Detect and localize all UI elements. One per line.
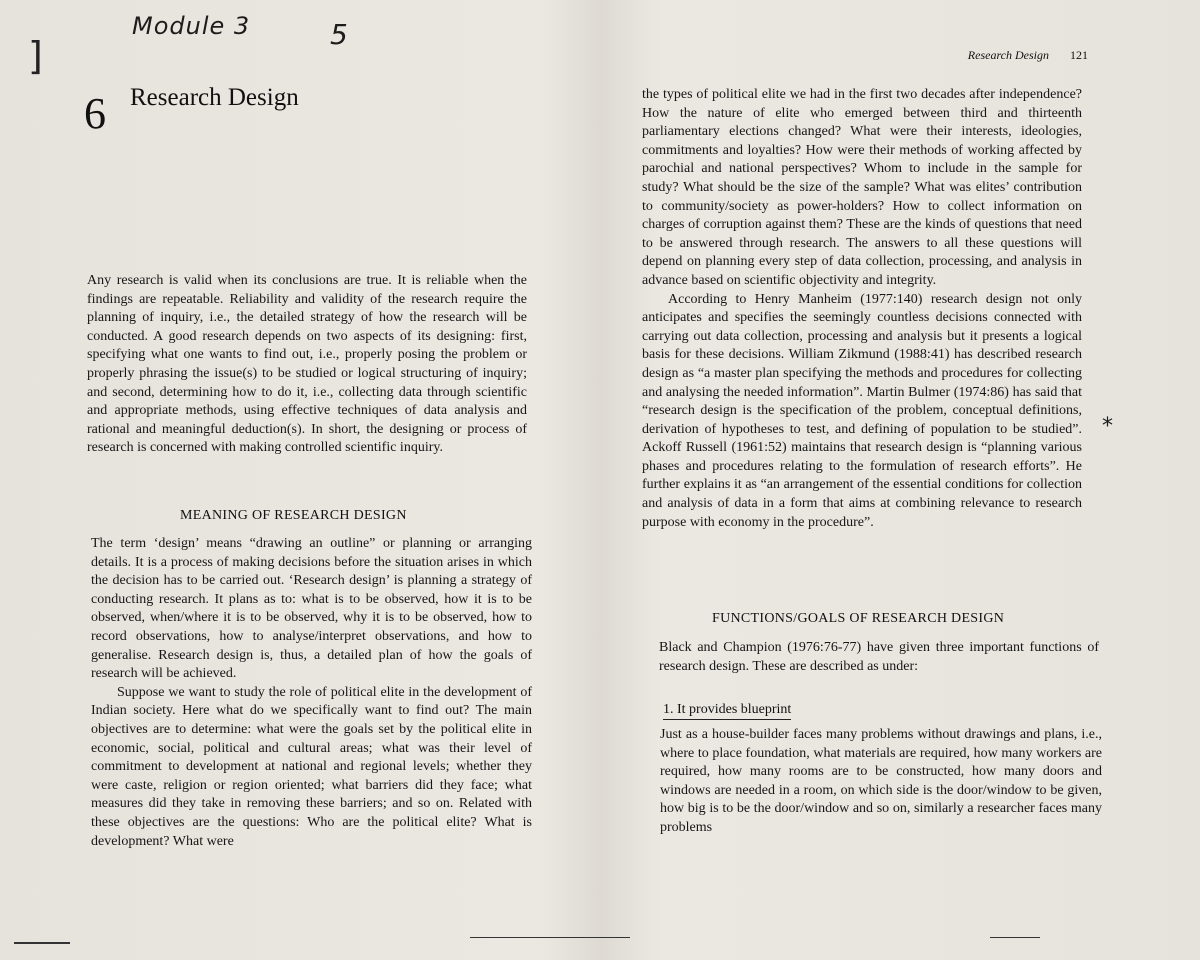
running-head — [968, 48, 1088, 63]
handwritten-bracket: ] — [28, 34, 43, 78]
handwritten-module-note: Module 3 — [132, 12, 251, 40]
chapter-title: Research Design — [130, 84, 299, 111]
handwritten-number: 5 — [330, 18, 348, 51]
definitions-paragraph: According to Henry Manheim (1977:140) research design not only anticipates and specifies the seemingly countless decisions connected with carrying out data collection, processing and analysis but it presents a logical basis for these decisions. William Zikmund (1988:41) has described research design as “a master plan specifying the methods and procedures for collecting and analysing the needed information”. Martin Bulmer (1974:86) has said that “research design is the specification of the problem, conceptual definitions, derivation of hypotheses to test, and defining of population to be studied”. Ackoff Russell (1961:52) maintains that research design is “planning various phases and procedures relating to the formulation of research efforts”. He further explains it as “an arrangement of the essential conditions for collection and analysis of data in a form that aims at combining relevance to research purpose with economy in the procedure”. — [642, 291, 1082, 530]
pen-mark — [14, 942, 70, 944]
subheading-blueprint: 1. It provides blueprint — [663, 702, 791, 720]
chapter-number: 6 — [84, 89, 106, 138]
pen-mark — [990, 937, 1040, 938]
meaning-section — [91, 535, 532, 851]
section-heading-meaning: MEANING OF RESEARCH DESIGN — [180, 508, 407, 523]
right-page — [600, 0, 1200, 960]
continuation-paragraph: the types of political elite we had in the first two decades after independence? How the nature of elite who emerged between third and thirteenth parliamentary elections changed? What were their interests, ideologies, commitments and loyalties? How were their methods of working affected by parochial and national perspectives? Whom to include in the sample for study? What should be the size of the sample? What was elites’ contribution to community/society as power-holders? How to collect information on charges of corruption against them? These are the kinds of questions that need to be answered through research. The answers to all these questions will depend on planning every step of data collection, processing, and analysis in advance based on scientific objectivity and integrity. — [642, 87, 1082, 288]
meaning-paragraph-2: Suppose we want to study the role of political elite in the development of Indian society. Here what do we specifically want to find out? The main objectives are to determine: what were the goals set by the political elite in economic, social, political and cultural areas; what was their level of commitment to development at national and regional levels; whether they were caste, religion or region oriented; what barriers did they face; what measures did they take in removing these barriers; and so on. Related with these objectives are the questions: Who are the political elite? What is development? What were — [91, 684, 532, 849]
black-champion-paragraph — [659, 639, 1099, 676]
section-heading-functions: FUNCTIONS/GOALS OF RESEARCH DESIGN — [712, 611, 1005, 626]
handwritten-star: * — [1102, 414, 1113, 439]
house-builder-text: Just as a house-builder faces many problems without drawings and plans, i.e., where to place foundation, what materials are required, how many workers are required, how many rooms are to be constructed, how many doors and windows are needed in a room, on which side is the door/window to be given, how big is to be the door/window and so on, similarly a researcher faces many problems — [660, 727, 1102, 835]
continuation-section — [642, 86, 1082, 532]
intro-text: Any research is valid when its conclusions are true. It is reliable when the findings are repeatable. Reliability and validity of the research require the planning of inquiry, i.e., the detailed strategy of how the research will be conducted. A good research depends on two aspects of its designing: first, specifying what one wants to find out, i.e., properly posing the problem or properly phrasing the issue(s) to be studied or logical structuring of inquiry; and second, determining how to do it, i.e., collecting data through scientific and appropriate methods, using effective techniques of data analysis and rational and meaningful deduction(s). In short, the designing or process of research is concerned with making controlled scientific inquiry. — [87, 273, 527, 456]
meaning-paragraph-1: The term ‘design’ means “drawing an outline” or planning or arranging details. It is a process of making decisions before the situation arises in which the decision has to be carried out. ‘Research design’ is planning a strategy of conducting research. It plans as to: what is to be observed, how it is to be observed, when/where it is to be observed, why it is to be observed, how to record observations, how to analyse/interpret observations, and how to generalise. Research design is, thus, a detailed plan of how the goals of research will be achieved. — [91, 536, 532, 682]
page-number: 121 — [1070, 48, 1088, 62]
intro-paragraph — [87, 272, 527, 458]
running-title: Research Design — [967, 48, 1049, 62]
house-builder-paragraph — [660, 726, 1102, 838]
black-champion-text: Black and Champion (1976:76-77) have given three important functions of research design. These are described as under: — [659, 640, 1099, 674]
